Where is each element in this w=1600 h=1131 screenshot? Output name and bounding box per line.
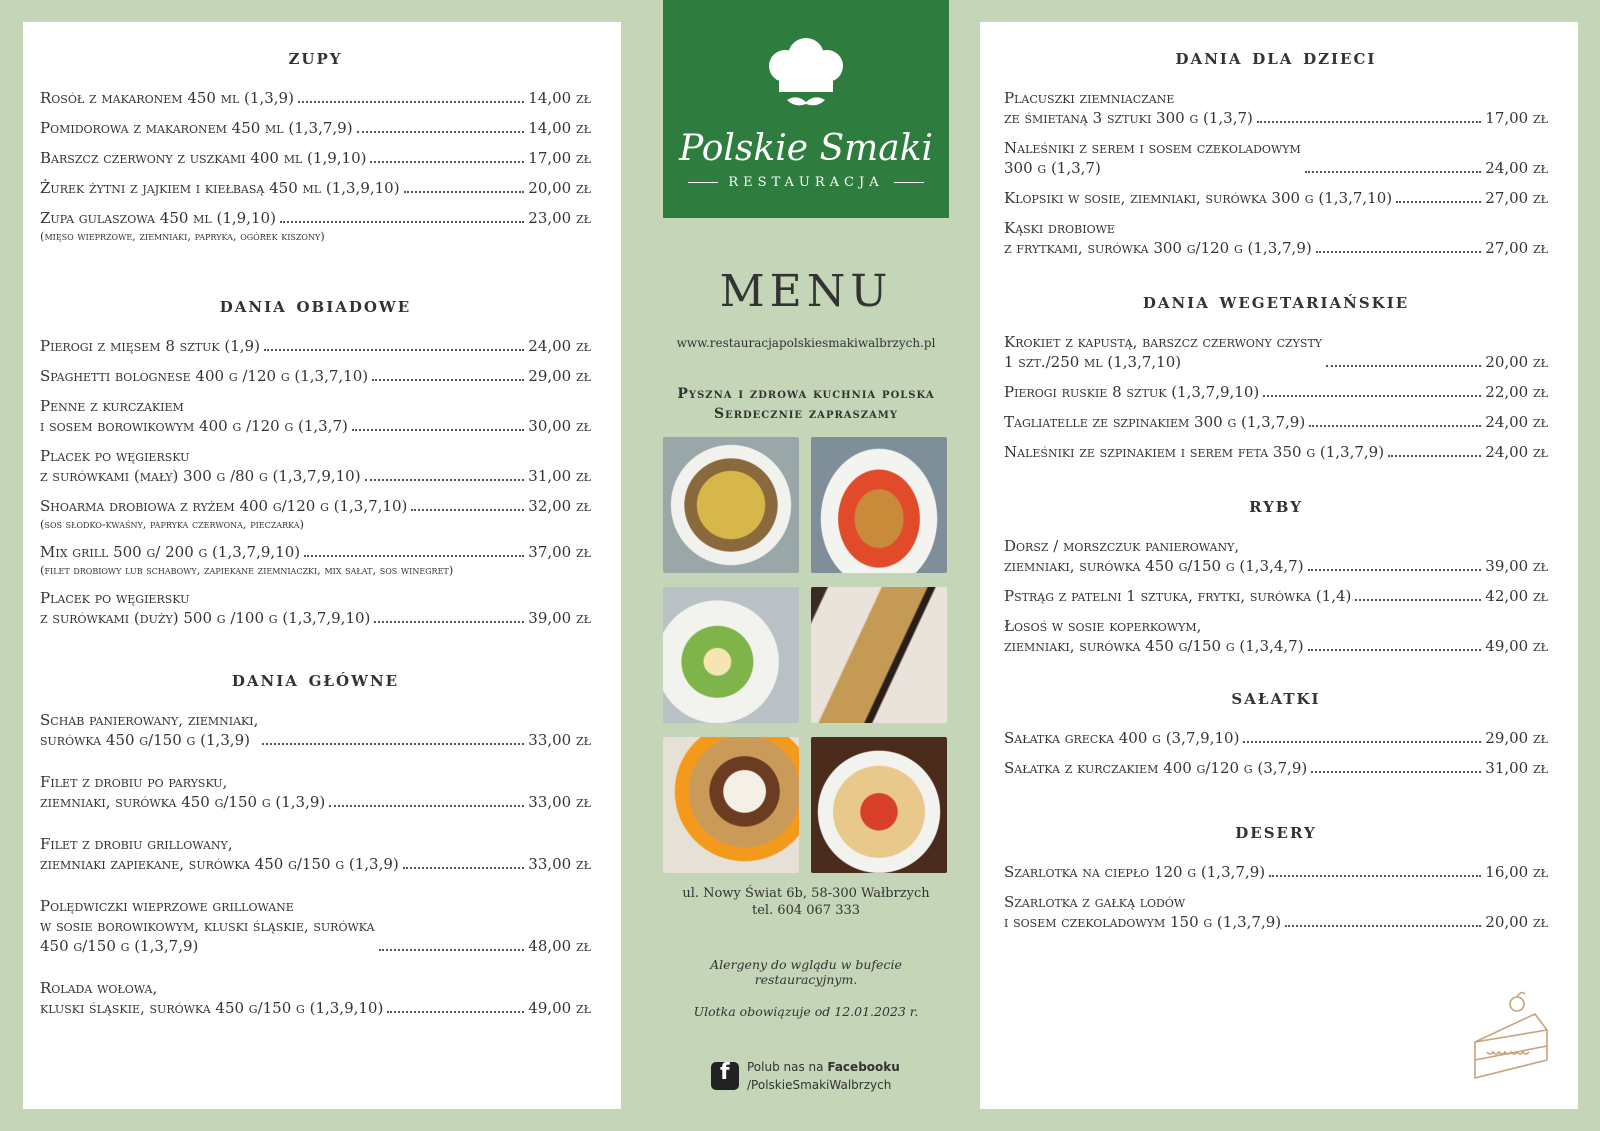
menu-item [1004,892,1548,932]
section-title: dania obiadowe [219,292,412,318]
menu-item-line: ziemniaki, surówka 450 g/150 g (1,3,9) [40,793,326,811]
center-column [663,0,949,1131]
dot-leader [298,101,524,103]
menu-item-line: ziemniaki, surówka 450 g/150 g (1,3,4,7) [1004,557,1304,575]
menu-item-line: ziemniaki zapiekane, surówka 450 g/150 g (1,3,9) [40,855,399,873]
menu-item-price: 24,00 zł [1485,443,1548,461]
section-0 [1004,44,1548,258]
menu-item-name [1004,892,1281,932]
menu-item-line: Mix grill 500 g/ 200 g (1,3,7,9,10) [40,543,301,561]
menu-item [40,336,591,356]
dot-leader [374,621,524,623]
left-menu-panel [23,22,621,1109]
menu-item [40,396,591,436]
menu-item-name [1004,188,1392,208]
dot-leader [1305,171,1482,173]
menu-item-name [40,896,375,956]
dot-leader [1355,599,1481,601]
menu-item-line: Placek po węgiersku [40,447,190,465]
menu-item-price: 17,00 zł [528,149,591,167]
dot-leader [1308,569,1482,571]
menu-item-price: 23,00 zł [528,209,591,227]
menu-item [1004,138,1548,178]
menu-item-price: 14,00 zł [528,89,591,107]
menu-item [1004,536,1548,576]
dot-leader [304,555,524,557]
dot-leader [1311,771,1481,773]
dot-leader [379,949,525,951]
salad-photo [663,587,799,723]
website-link[interactable]: www.restauracjapolskiesmakiwalbrzych.pl [676,336,936,350]
menu-item [40,148,591,168]
menu-item-price: 20,00 zł [1485,353,1548,371]
menu-item-price: 24,00 zł [1485,413,1548,431]
crepe-dessert-photo [811,587,947,723]
apple-pie-photo [663,737,799,873]
section-title: desery [1235,818,1317,844]
menu-item [1004,442,1548,462]
menu-item-name [1004,88,1253,128]
menu-item-name [40,542,300,562]
menu-item [1004,188,1548,208]
menu-item-name [40,336,260,356]
menu-item [1004,616,1548,656]
facebook-icon [711,1062,739,1090]
menu-item-price: 17,00 zł [1485,109,1548,127]
menu-item-line: Pierogi ruskie 8 sztuk (1,3,7,9,10) [1004,383,1260,401]
right-menu-panel [980,22,1578,1109]
menu-item [1004,586,1548,606]
dot-leader [1326,365,1481,367]
dot-leader [365,479,525,481]
menu-item-line: Krokiet z kapustą, barszcz czerwony czysty [1004,333,1323,351]
menu-item-price: 20,00 zł [1485,913,1548,931]
dot-leader [1396,201,1481,203]
section-1 [1004,288,1548,462]
slogan-line-2: Serdecznie zapraszamy [713,406,899,422]
section-title: zupy [288,44,343,70]
menu-item-line: Łosoś w sosie koperkowym, [1004,617,1202,635]
menu-item-name [40,496,407,516]
menu-item-price: 27,00 zł [1485,239,1548,257]
menu-item-name [1004,862,1265,882]
menu-item-name [40,710,258,750]
menu-item-price: 22,00 zł [1485,383,1548,401]
menu-item-price: 33,00 zł [528,855,591,873]
menu-item-name [1004,218,1312,258]
slogan-line-1: Pyszna i zdrowa kuchnia polska [677,386,935,402]
menu-item-name [40,148,366,168]
section-1 [40,292,591,628]
facebook-text [747,1058,900,1094]
menu-item-price: 30,00 zł [528,417,591,435]
dot-leader [370,161,524,163]
dot-leader [1388,455,1481,457]
dot-leader [1308,649,1482,651]
menu-item-line: Polędwiczki wieprzowe grillowane [40,897,294,915]
menu-item-line: Rolada wołowa, [40,979,158,997]
menu-item-price: 31,00 zł [1485,759,1548,777]
dot-leader [387,1011,524,1013]
menu-item-name [1004,728,1239,748]
menu-item-line: Placek po węgiersku [40,589,190,607]
facebook-link[interactable] [711,1058,900,1094]
menu-item-price: 20,00 zł [528,179,591,197]
menu-item-name [40,366,368,386]
menu-item-line: Tagliatelle ze szpinakiem 300 g (1,3,7,9) [1004,413,1306,431]
menu-item-name [1004,758,1307,778]
menu-item-line: 1 szt./250 ml (1,3,7,10) [1004,353,1182,371]
menu-item-name [1004,586,1351,606]
menu-item-name [40,446,361,486]
menu-item-price: 33,00 zł [528,793,591,811]
menu-item-name [1004,138,1301,178]
menu-item-name [40,396,348,436]
dot-leader [352,429,524,431]
menu-item-price: 49,00 zł [528,999,591,1017]
menu-item [40,542,591,562]
menu-item-line: Szarlotka na ciepło 120 g (1,3,7,9) [1004,863,1266,881]
menu-item-line: Rosół z makaronem 450 ml (1,3,9) [40,89,294,107]
menu-item [1004,412,1548,432]
section-3 [1004,684,1548,778]
menu-item [1004,862,1548,882]
menu-item-name [1004,536,1304,576]
menu-item [40,588,591,628]
spaghetti-photo [811,737,947,873]
menu-item-price: 33,00 zł [528,731,591,749]
cabbage-rolls-photo [811,437,947,573]
menu-item-line: Naleśniki ze szpinakiem i serem feta 350 g (1,3,7,9) [1004,443,1385,461]
dot-leader [411,509,524,511]
menu-item-name [1004,382,1259,402]
menu-item-line: kluski śląskie, surówka 450 g/150 g (1,3,9,10) [40,999,384,1017]
dot-leader [1243,741,1481,743]
menu-item-price: 49,00 zł [1485,637,1548,655]
menu-item-line: Penne z kurczakiem [40,397,184,415]
logo-name: Polskie Smaki [678,128,934,169]
logo-subtitle: RESTAURACJA [663,175,949,190]
menu-item-line: Dorsz / morszczuk panierowany, [1004,537,1240,555]
menu-item [1004,728,1548,748]
dot-leader [329,805,524,807]
menu-item [40,496,591,516]
menu-item-price: 29,00 zł [528,367,591,385]
section-title: dania dla dzieci [1175,44,1377,70]
menu-item-line: Żurek żytni z jajkiem i kiełbasą 450 ml (1,3,9,10) [40,179,400,197]
menu-item-name [1004,616,1304,656]
section-title: dania wegetariańskie [1142,288,1410,314]
dot-leader [1263,395,1481,397]
menu-item-name [40,834,399,874]
dot-leader [1309,425,1481,427]
section-title: ryby [1249,492,1303,518]
menu-item-price: 39,00 zł [528,609,591,627]
menu-item-price: 31,00 zł [528,467,591,485]
menu-item-name [40,978,383,1018]
menu-item-name [40,772,325,812]
menu-item-note: (mięso wieprzowe, ziemniaki, papryka, ogórek kiszony) [40,229,325,243]
menu-item-note: (sos słodko-kwaśny, papryka czerwona, pieczarka) [40,517,305,531]
menu-item-price: 24,00 zł [528,337,591,355]
menu-item-price: 42,00 zł [1485,587,1548,605]
menu-item [1004,382,1548,402]
menu-item-name [40,208,276,228]
menu-item-line: Shoarma drobiowa z ryżem 400 g/120 g (1,3,7,10) [40,497,408,515]
menu-item-line: 300 g (1,3,7) [1004,159,1101,177]
menu-item [40,118,591,138]
menu-item-price: 32,00 zł [528,497,591,515]
facebook-brand: Facebooku [827,1060,900,1074]
menu-item-price: 48,00 zł [528,937,591,955]
section-title: sałatki [1231,684,1321,710]
menu-item-price: 37,00 zł [528,543,591,561]
menu-item-line: surówka 450 g/150 g (1,3,9) [40,731,250,749]
menu-item-line: z surówkami (duży) 500 g /100 g (1,3,7,9,10) [40,609,371,627]
menu-item [40,978,591,1018]
menu-item [1004,218,1548,258]
menu-item [1004,758,1548,778]
dot-leader [1257,121,1481,123]
address-phone: tel. 604 067 333 [751,903,861,918]
menu-item-price: 24,00 zł [1485,159,1548,177]
menu-item-line: Sałatka z kurczakiem 400 g/120 g (3,7,9) [1004,759,1308,777]
dot-leader [262,743,524,745]
facebook-prefix: Polub nas na [747,1060,824,1074]
menu-item-name [40,118,353,138]
menu-item-line: Naleśniki z serem i sosem czekoladowym [1004,139,1301,157]
menu-item-price: 14,00 zł [528,119,591,137]
menu-item-line: Pomidorowa z makaronem 450 ml (1,3,7,9) [40,119,353,137]
menu-item-line: i sosem czekoladowym 150 g (1,3,7,9) [1004,913,1282,931]
section-4 [1004,818,1548,932]
menu-item-price: 16,00 zł [1485,863,1548,881]
dot-leader [280,221,524,223]
menu-item [40,896,591,956]
dot-leader [404,191,525,193]
menu-item [40,88,591,108]
menu-item-line: z surówkami (mały) 300 g /80 g (1,3,7,9,10) [40,467,361,485]
menu-item-note: (filet drobiowy lub schabowy, zapiekane ziemniaczki, mix sałat, sos winegret) [40,563,454,577]
logo-block [663,0,949,218]
menu-item-line: Placuszki ziemniaczane [1004,89,1175,107]
dot-leader [357,131,525,133]
menu-item-name [1004,442,1384,462]
menu-item [40,446,591,486]
address-street: ul. Nowy Świat 6b, 58-300 Wałbrzych [682,886,930,901]
menu-item-price: 27,00 zł [1485,189,1548,207]
menu-item-line: w sosie borowikowym, kluski śląskie, surówka [40,917,375,935]
dot-leader [372,379,524,381]
section-2 [40,666,591,1018]
menu-item-line: Filet z drobiu po parysku, [40,773,228,791]
dot-leader [1316,251,1482,253]
menu-item [40,772,591,812]
menu-item-name [1004,412,1305,432]
dot-leader [1269,875,1481,877]
menu-item [40,710,591,750]
menu-item-name [40,178,400,198]
menu-item-line: 450 g/150 g (1,3,7,9) [40,937,199,955]
allergens-note: Alergeny do wglądu w bufecie restauracyjnym. [710,957,902,987]
menu-item-line: Schab panierowany, ziemniaki, [40,711,259,729]
menu-item [40,208,591,228]
menu-item-line: Zupa gulaszowa 450 ml (1,9,10) [40,209,276,227]
address [663,885,949,919]
menu-item-name [40,88,294,108]
menu-item-line: Klopsiki w sosie, ziemniaki, surówka 300 g (1,3,7,10) [1004,189,1393,207]
menu-item-price: 39,00 zł [1485,557,1548,575]
section-2 [1004,492,1548,656]
menu-item [40,178,591,198]
facebook-handle: /PolskieSmakiWalbrzych [747,1078,892,1092]
cake-slice-icon [1465,990,1555,1085]
menu-item-line: Sałatka grecka 400 g (3,7,9,10) [1004,729,1240,747]
menu-item-name [1004,332,1322,372]
dot-leader [1285,925,1481,927]
dot-leader [403,867,525,869]
menu-item-line: ze śmietaną 3 sztuki 300 g (1,3,7) [1004,109,1253,127]
menu-item-line: Pierogi z mięsem 8 sztuk (1,9) [40,337,260,355]
menu-item-name [40,588,370,628]
chef-hat-icon [765,38,847,116]
dot-leader [264,349,524,351]
menu-item [40,366,591,386]
menu-item-price: 29,00 zł [1485,729,1548,747]
soup-photo [663,437,799,573]
menu-item [1004,332,1548,372]
menu-item-line: Spaghetti bolognese 400 g /120 g (1,3,7,10) [40,367,369,385]
menu-item-line: Pstrąg z patelni 1 sztuka, frytki, surówka (1,4) [1004,587,1352,605]
menu-item-line: ziemniaki, surówka 450 g/150 g (1,3,4,7) [1004,637,1304,655]
menu-item-line: i sosem borowikowym 400 g /120 g (1,3,7) [40,417,348,435]
menu-item-line: Kąski drobiowe [1004,219,1115,237]
section-0 [40,44,591,244]
menu-item-line: Szarlotka z gałką lodów [1004,893,1186,911]
validity-note: Ulotka obowiązuje od 12.01.2023 r. [693,1004,919,1019]
section-title: dania główne [231,666,400,692]
menu-item-line: Barszcz czerwony z uszkami 400 ml (1,9,10) [40,149,367,167]
menu-item-line: z frytkami, surówka 300 g/120 g (1,3,7,9) [1004,239,1312,257]
menu-title: MENU [719,266,893,317]
menu-item [40,834,591,874]
menu-item-line: Filet z drobiu grillowany, [40,835,233,853]
menu-item [1004,88,1548,128]
slogan [663,384,949,424]
